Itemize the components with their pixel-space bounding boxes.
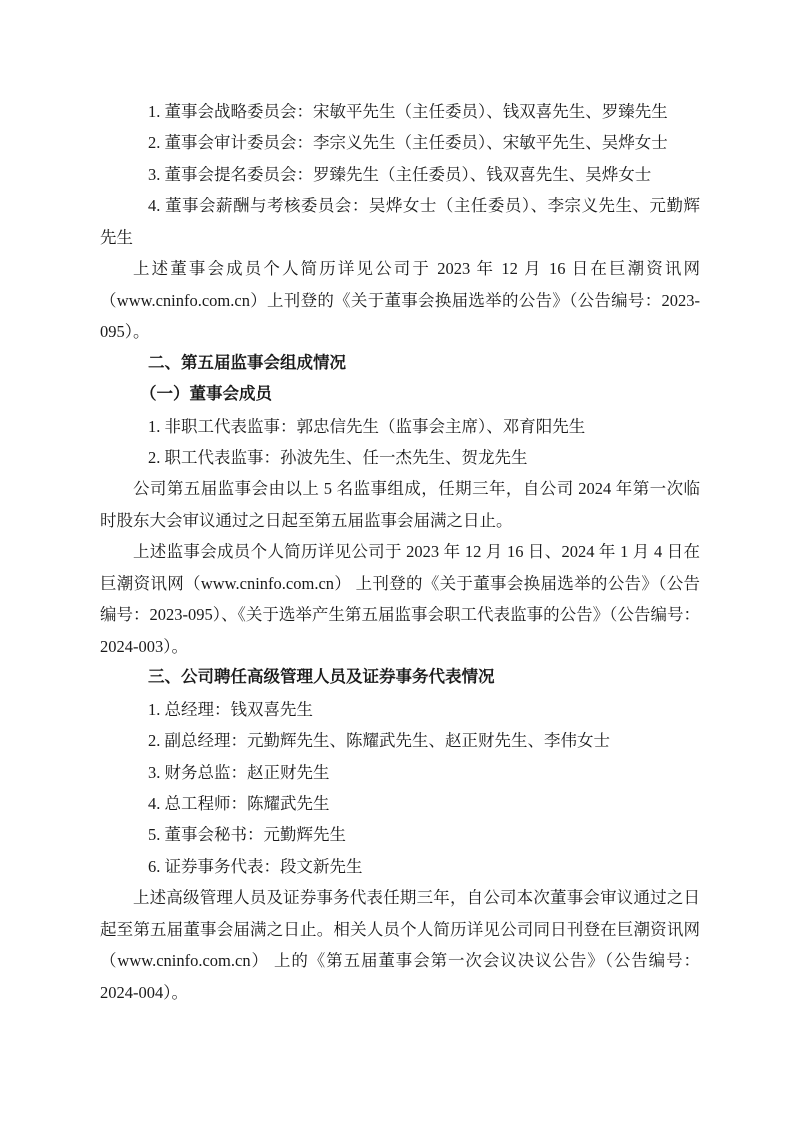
committee-item-nomination: 3. 董事会提名委员会：罗臻先生（主任委员）、钱双喜先生、吴烨女士 xyxy=(148,164,652,184)
executive-item-chief-engineer: 4. 总工程师：陈耀武先生 xyxy=(148,793,330,813)
section-heading-executives: 三、公司聘任高级管理人员及证券事务代表情况 xyxy=(148,668,495,687)
executive-term-paragraph: 上述高级管理人员及证券事务代表任期三年，自公司本次董事会审议通过之日起至第五届董事会届满之日止。相关人员个人简历详见公司同日刊登在巨潮资讯网（www.cninfo.com.cn） 上的《第五届董事会第一次会议决议公告》（公告编号： 2024-004）。 xyxy=(100,888,700,1002)
subsection-heading-members: （一）董事会成员 xyxy=(140,385,272,404)
executive-item-board-secretary: 5. 董事会秘书：元勤辉先生 xyxy=(148,825,346,845)
executive-item-gm: 1. 总经理：钱双喜先生 xyxy=(148,699,313,719)
committee-item-strategy: 1. 董事会战略委员会：宋敏平先生（主任委员）、钱双喜先生、罗臻先生 xyxy=(148,102,668,121)
committee-item-remuneration: 4. 董事会薪酬与考核委员会：吴烨女士（主任委员）、李宗义先生、元勤辉先生 xyxy=(100,196,700,247)
executive-item-securities-rep: 6. 证券事务代表：段文新先生 xyxy=(148,856,363,876)
section-heading-supervisory: 二、第五届监事会组成情况 xyxy=(148,353,346,372)
supervisory-term-paragraph: 公司第五届监事会由以上 5 名监事组成，任期三年，自公司 2024 年第一次临时股东大会审议通过之日起至第五届监事会届满之日止。 xyxy=(100,479,700,530)
supervisory-resume-note: 上述监事会成员个人简历详见公司于 2023 年 12 月 16 日、2024 年 1 月 4 日在巨潮资讯网（www.cninfo.com.cn） 上刊登的《关于董事会换届选举的公告》（公告编号：2023-095）、《关于选举产生第五届监事会职工代表监事的公告》（公告编号： 2024-003）。 xyxy=(100,542,700,656)
supervisor-item-staff: 2. 职工代表监事：孙波先生、任一杰先生、贺龙先生 xyxy=(148,447,528,467)
committee-item-audit: 2. 董事会审计委员会：李宗义先生（主任委员）、宋敏平先生、吴烨女士 xyxy=(148,133,668,153)
supervisor-item-nonstaff: 1. 非职工代表监事：郭忠信先生（监事会主席）、邓育阳先生 xyxy=(148,416,586,436)
executive-item-cfo: 3. 财务总监：赵正财先生 xyxy=(148,762,330,782)
board-resume-note: 上述董事会成员个人简历详见公司于 2023 年 12 月 16 日在巨潮资讯网（www.cninfo.com.cn）上刊登的《关于董事会换届选举的公告》（公告编号：2023-095）。 xyxy=(100,259,700,342)
executive-item-deputy-gm: 2. 副总经理：元勤辉先生、陈耀武先生、赵正财先生、李伟女士 xyxy=(148,731,610,751)
